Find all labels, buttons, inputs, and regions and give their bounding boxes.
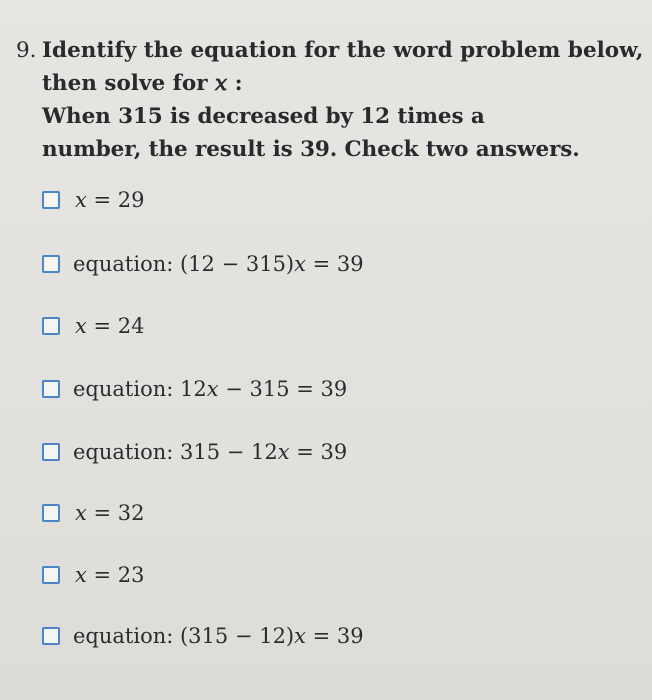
option-equation-315-minus-12[interactable] <box>42 621 364 651</box>
option-label: 𝑥 = 24 <box>75 314 145 338</box>
option-x-23[interactable] <box>42 560 145 590</box>
option-checkbox[interactable] <box>42 504 60 522</box>
question-text <box>42 34 643 166</box>
option-equation-315-minus-12x[interactable] <box>42 437 347 467</box>
question-number: 9. <box>16 38 37 63</box>
option-label: equation: 315 − 12𝑥 = 39 <box>73 440 348 464</box>
option-label: equation: (12 − 315)𝑥 = 39 <box>73 252 364 276</box>
option-checkbox[interactable] <box>42 380 60 398</box>
question-line-2: then solve for 𝑥 : <box>42 71 243 96</box>
option-label: 𝑥 = 29 <box>75 188 145 212</box>
option-checkbox[interactable] <box>42 317 60 335</box>
question-line-1: Identify the equation for the word problem below, <box>42 38 644 63</box>
option-checkbox[interactable] <box>42 566 60 584</box>
option-x-29[interactable] <box>42 185 145 215</box>
option-label: 𝑥 = 23 <box>75 563 145 587</box>
option-checkbox[interactable] <box>42 191 60 209</box>
option-label: 𝑥 = 32 <box>75 501 145 525</box>
option-checkbox[interactable] <box>42 443 60 461</box>
option-checkbox[interactable] <box>42 255 60 273</box>
option-equation-12-minus-315[interactable] <box>42 249 364 279</box>
question-block <box>16 34 644 166</box>
question-line-3: When 315 is decreased by 12 times a <box>42 104 485 129</box>
question-line-4: number, the result is 39. Check two answers. <box>42 137 580 162</box>
option-label: equation: 12𝑥 − 315 = 39 <box>73 377 348 401</box>
option-checkbox[interactable] <box>42 627 60 645</box>
option-x-24[interactable] <box>42 311 145 341</box>
option-equation-12x-minus-315[interactable] <box>42 374 347 404</box>
option-label: equation: (315 − 12)𝑥 = 39 <box>73 624 364 648</box>
option-x-32[interactable] <box>42 498 145 528</box>
